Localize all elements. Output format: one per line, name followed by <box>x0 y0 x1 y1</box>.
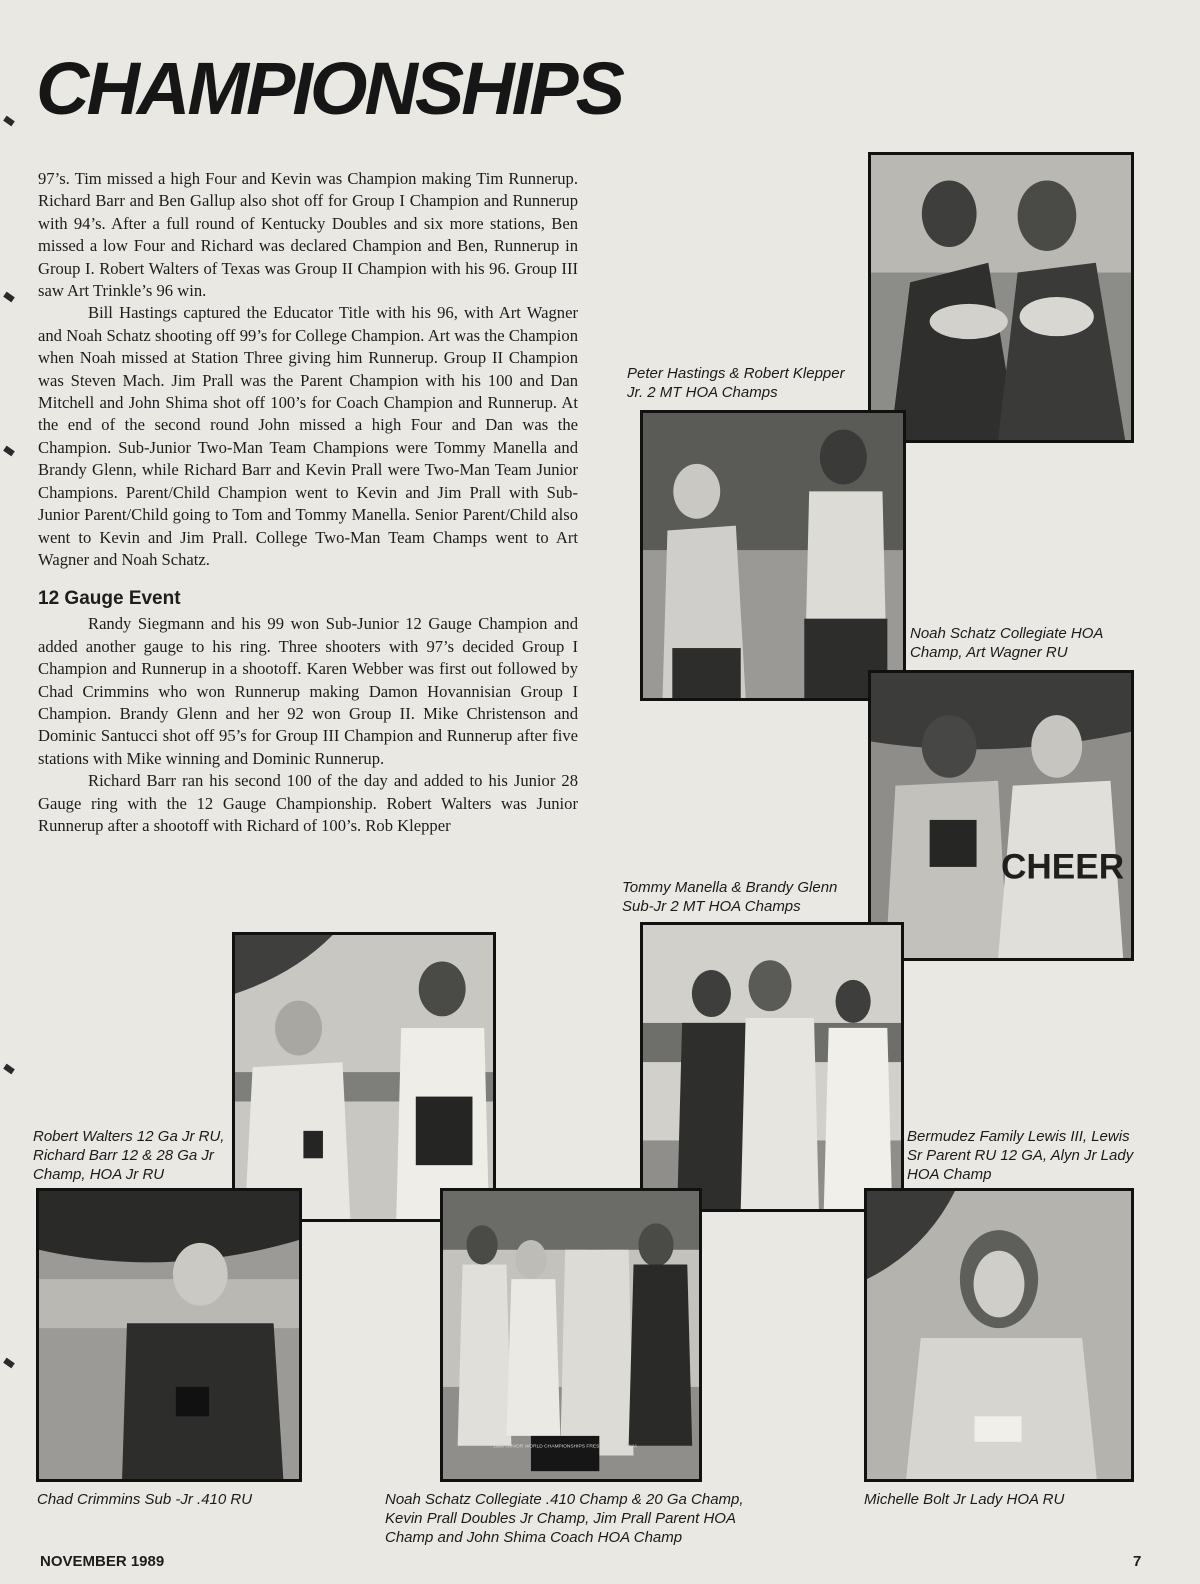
page-number: 7 <box>1133 1553 1142 1570</box>
photo-caption: Robert Walters 12 Ga Jr RU, Richard Barr 12 & 28 Ga Jr Champ, HOA Jr RU <box>33 1128 225 1183</box>
photo-walters-barr <box>232 932 496 1222</box>
binding-mark <box>3 292 15 303</box>
article-paragraph: 97’s. Tim missed a high Four and Kevin was Champion making Tim Runnerup. Richard Barr and Ben Gallup also shot off for Group I Champion and Runnerup with 94’s. After a full round of Kentucky Doubles and six more stations, Ben missed a low Four and Richard was declared Champion and Ben, Runnerup in Group I. Robert Walters of Texas was Group II Champion with his 96. Group III saw Art Trinkle’s 96 win. <box>38 169 578 301</box>
section-heading: 12 Gauge Event <box>38 588 181 610</box>
photo-schatz-prall-shima <box>440 1188 702 1482</box>
binding-mark <box>3 116 15 127</box>
article-paragraph: Bill Hastings captured the Educator Title with his 96, with Art Wagner and Noah Schatz shooting off 99’s for College Champion. Art was the Champion when Noah missed at Station Three giving him Runnerup. Group II Champion was Steven Mach. Jim Prall was the Parent Champion with his 100 and Dan Mitchell and John Shima shot off 100’s for Coach Champion and Runnerup. At the end of the second round John missed a high Four and Dan was the Champion. Sub-Junior Two-Man Team Champions were Tommy Manella and Brandy Glenn, while Richard Barr and Kevin Prall were Two-Man Team Junior Champions. Parent/Child Champion went to Kevin and Jim Prall with Sub-Junior Parent/Child going to Tom and Tommy Manella. Senior Parent/Child also went to Kevin and Jim Prall. College Two-Man Team Champs went to Art Wagner and Noah Schatz. <box>38 303 578 569</box>
article-body <box>38 168 578 837</box>
binding-mark <box>3 1358 15 1369</box>
photo-caption: Peter Hastings & Robert Klepper Jr. 2 MT HOA Champs <box>627 365 845 401</box>
photo-caption: Noah Schatz Collegiate HOA Champ, Art Wagner RU <box>910 625 1103 661</box>
photo-caption: Tommy Manella & Brandy Glenn Sub-Jr 2 MT HOA Champs <box>622 879 838 915</box>
photo-caption: Noah Schatz Collegiate .410 Champ & 20 Ga Champ, Kevin Prall Doubles Jr Champ, Jim Prall Parent HOA Champ and John Shima Coach HOA Champ <box>385 1491 744 1546</box>
article-paragraph: Randy Siegmann and his 99 won Sub-Junior 12 Gauge Champion and added another gauge to his ring. Three shooters with 97’s decided Group I Champion and Runnerup in a shootoff. Karen Webber was first out followed by Chad Crimmins who won Runnerup making Damon Hovannisian Group I Champion. Brandy Glenn and her 92 won Group II. Mike Christenson and Dominic Santucci shot off 95’s for Group III Champion and Runnerup after five stations with Mike winning and Dominic Runnerup. <box>38 614 578 768</box>
binding-mark <box>3 446 15 457</box>
binding-mark <box>3 1064 15 1075</box>
page-title: CHAMPIONSHIPS <box>36 47 622 130</box>
issue-date: NOVEMBER 1989 <box>40 1553 165 1570</box>
photo-caption: Bermudez Family Lewis III, Lewis Sr Parent RU 12 GA, Alyn Jr Lady HOA Champ <box>907 1128 1134 1183</box>
shirt-lettering: CHEER <box>1000 847 1125 887</box>
plaque-text: 1989 JUNIOR WORLD CHAMPIONSHIPS FRESNO CALIFORNIA <box>493 1444 638 1450</box>
photo-bolt <box>864 1188 1134 1482</box>
photo-hastings-klepper <box>868 152 1134 443</box>
photo-manella-glenn <box>868 670 1134 961</box>
photo-schatz-wagner <box>640 410 906 701</box>
photo-caption: Michelle Bolt Jr Lady HOA RU <box>864 1491 1065 1508</box>
photo-crimmins <box>36 1188 302 1482</box>
photo-caption: Chad Crimmins Sub -Jr .410 RU <box>37 1491 253 1508</box>
article-paragraph: Richard Barr ran his second 100 of the day and added to his Junior 28 Gauge ring with the 12 Gauge Championship. Robert Walters was Junior Runnerup after a shootoff with Richard of 100’s. Rob Klepper <box>38 771 578 835</box>
photo-bermudez-family <box>640 922 904 1212</box>
